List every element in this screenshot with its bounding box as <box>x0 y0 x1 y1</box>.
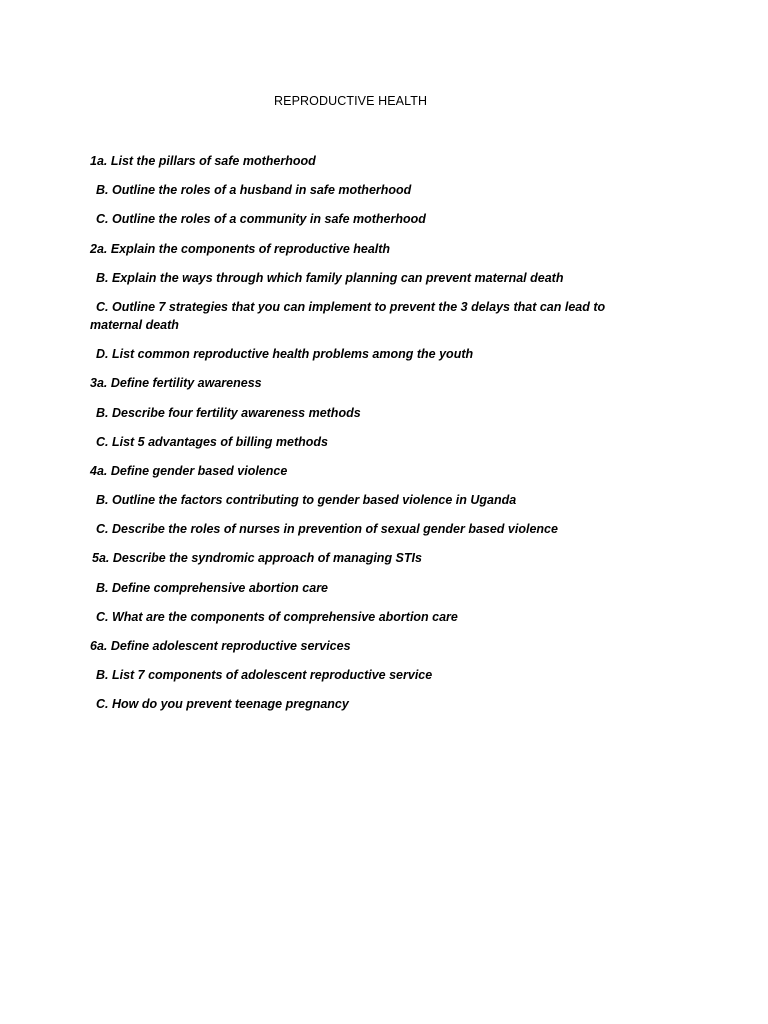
question-item: D. List common reproductive health problems among the youth <box>96 347 474 362</box>
question-item: 5a. Describe the syndromic approach of managing STIs <box>92 551 422 566</box>
question-item: 4a. Define gender based violence <box>90 463 288 478</box>
question-item: B. List 7 components of adolescent reproductive service <box>96 668 433 683</box>
document-title: REPRODUCTIVE HEALTH <box>274 94 428 108</box>
question-list <box>90 152 660 725</box>
question-item: B. Outline the factors contributing to gender based violence in Uganda <box>96 493 517 508</box>
question-item: B. Define comprehensive abortion care <box>96 580 329 595</box>
question-item: C. Outline 7 strategies that you can implement to prevent the 3 delays that can lead to maternal death <box>90 299 606 332</box>
question-item: C. How do you prevent teenage pregnancy <box>96 697 349 712</box>
question-item: B. Explain the ways through which family planning can prevent maternal death <box>96 270 564 285</box>
question-item: B. Describe four fertility awareness methods <box>96 405 361 420</box>
question-item: C. List 5 advantages of billing methods <box>96 434 328 449</box>
question-item: 2a. Explain the components of reproductive health <box>90 241 391 256</box>
question-item: C. Describe the roles of nurses in prevention of sexual gender based violence <box>96 522 558 537</box>
question-item: B. Outline the roles of a husband in safe motherhood <box>96 183 412 198</box>
question-item: 1a. List the pillars of safe motherhood <box>90 154 316 168</box>
question-item: C. What are the components of comprehensive abortion care <box>96 609 458 624</box>
question-item: 3a. Define fertility awareness <box>90 376 262 391</box>
question-item: 6a. Define adolescent reproductive services <box>90 639 351 653</box>
question-item: C. Outline the roles of a community in safe motherhood <box>96 212 426 227</box>
